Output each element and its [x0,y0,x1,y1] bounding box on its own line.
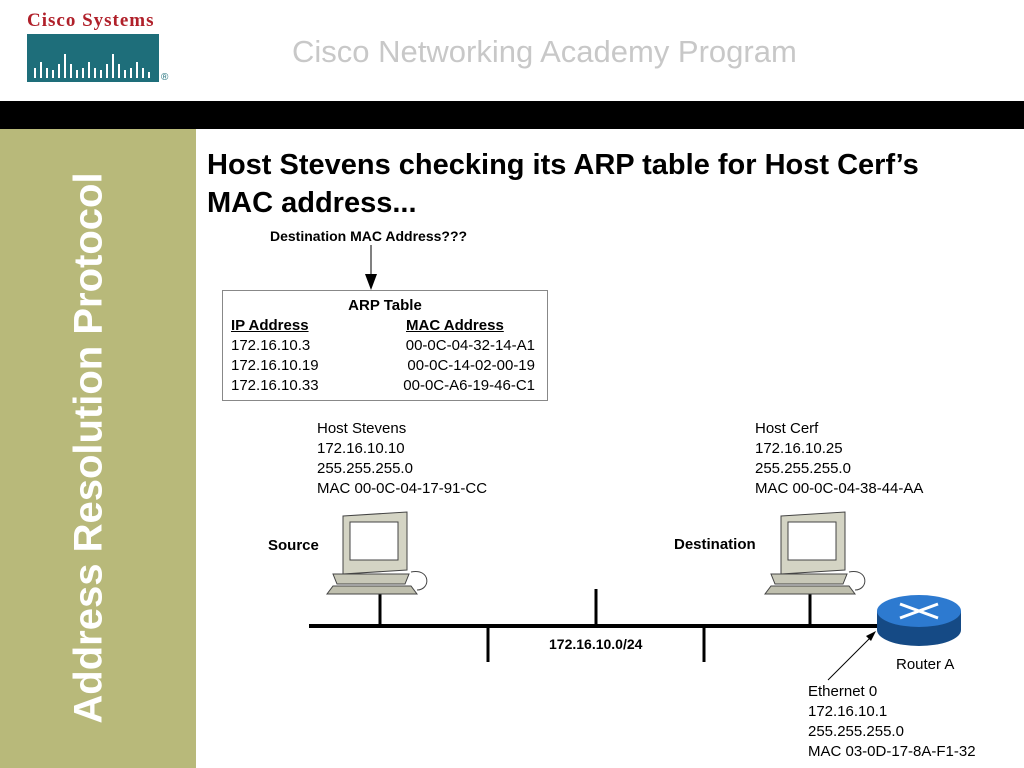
arp-ip: 172.16.10.33 [231,377,319,394]
host-cerf-name: Host Cerf [755,420,819,437]
router-name: Router A [896,656,955,673]
arp-ip: 172.16.10.3 [231,337,311,354]
arp-table-title: ARP Table [348,297,422,314]
destination-computer-icon [765,512,865,594]
host-stevens-name: Host Stevens [317,420,407,437]
router-mac: MAC 03-0D-17-8A-F1-32 [808,743,976,760]
host-stevens-ip: 172.16.10.10 [317,440,405,457]
router-interface: Ethernet 0 [808,683,878,700]
host-cerf-ip: 172.16.10.25 [755,440,843,457]
sidebar-label: Address Resolution Protocol [66,172,111,724]
arp-table-row [223,377,547,397]
header-title: Cisco Networking Academy Program [292,34,797,69]
dest-mac-label: Destination MAC Address??? [270,228,468,244]
logo-text: Cisco Systems [27,10,155,31]
registered-mark: ® [161,72,169,83]
router-ip: 172.16.10.1 [808,703,888,720]
slide-title: Host Stevens checking its ARP table for Host Cerf’s MAC address... [207,149,919,219]
subnet-label: 172.16.10.0/24 [549,636,643,652]
destination-label: Destination [674,536,756,553]
arp-table [222,290,548,401]
arrow-down-icon [365,245,377,290]
arp-mac: 00-0C-A6-19-46-C1 [403,377,535,394]
arp-table-row [223,357,547,377]
interface-pointer-arrow [828,631,876,680]
arp-col-ip-header: IP Address [231,317,309,334]
arp-table-row [223,337,547,357]
arp-ip: 172.16.10.19 [231,357,319,374]
host-cerf-mac: MAC 00-0C-04-38-44-AA [755,480,924,497]
source-computer-icon [327,512,427,594]
source-label: Source [268,537,319,554]
arp-mac: 00-0C-14-02-00-19 [407,357,535,374]
host-stevens-mask: 255.255.255.0 [317,460,413,477]
host-cerf-mask: 255.255.255.0 [755,460,851,477]
router-icon [877,595,961,646]
router-mask: 255.255.255.0 [808,723,904,740]
host-stevens-mac: MAC 00-0C-04-17-91-CC [317,480,488,497]
arp-mac: 00-0C-04-32-14-A1 [405,337,535,354]
arp-col-mac-header: MAC Address [406,317,504,334]
